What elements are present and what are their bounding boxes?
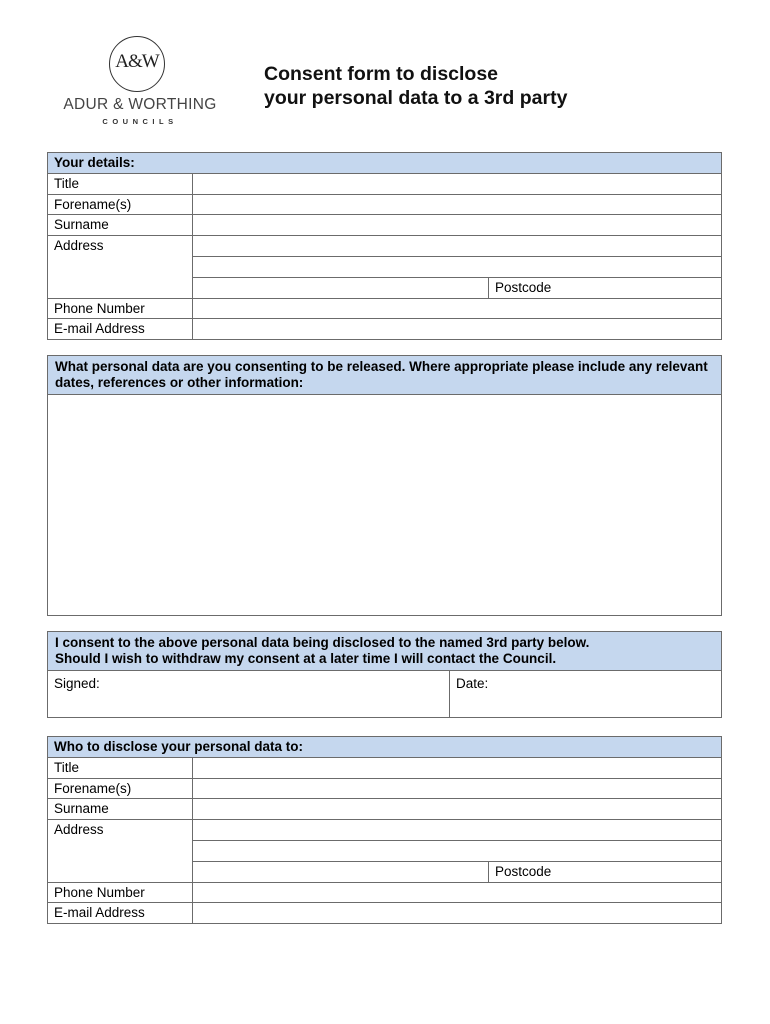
recipient-address-label-spacer <box>48 840 193 861</box>
recipient-title-field[interactable] <box>193 757 722 778</box>
postcode-field[interactable] <box>489 277 722 298</box>
address-line-3-field[interactable] <box>193 277 489 298</box>
personal-data-heading: What personal data are you consenting to be released. Where appropriate please include any relevant dates, references or other information: <box>48 356 722 395</box>
council-logo <box>50 36 230 128</box>
consent-heading <box>48 632 722 671</box>
logo-monogram: A&W <box>115 51 159 72</box>
address-label-spacer <box>48 277 193 298</box>
recipient-email-field[interactable] <box>193 903 722 924</box>
your-details-heading: Your details: <box>48 153 722 174</box>
recipient-forename-label: Forename(s) <box>48 778 193 799</box>
recipient-address-line-3-field[interactable] <box>193 861 489 882</box>
recipient-postcode-label: Postcode <box>495 863 552 879</box>
date-field[interactable] <box>450 671 722 718</box>
consent-heading-line1: I consent to the above personal data being disclosed to the named 3rd party below. <box>55 635 590 650</box>
forename-label: Forename(s) <box>48 194 193 215</box>
recipient-phone-field[interactable] <box>193 882 722 903</box>
recipient-email-label: E-mail Address <box>48 903 193 924</box>
email-field[interactable] <box>193 319 722 340</box>
your-details-table <box>47 152 722 340</box>
recipient-surname-field[interactable] <box>193 799 722 820</box>
signed-label: Signed: <box>54 676 100 691</box>
forename-field[interactable] <box>193 194 722 215</box>
title-field[interactable] <box>193 173 722 194</box>
recipient-table <box>47 736 722 924</box>
recipient-address-line-2-field[interactable] <box>193 840 722 861</box>
consent-heading-line2: Should I wish to withdraw my consent at a later time I will contact the Council. <box>55 651 557 666</box>
recipient-phone-label: Phone Number <box>48 882 193 903</box>
recipient-address-label-spacer <box>48 861 193 882</box>
recipient-address-line-1-field[interactable] <box>193 820 722 841</box>
page-title-line2: your personal data to a 3rd party <box>264 87 568 109</box>
phone-field[interactable] <box>193 298 722 319</box>
recipient-postcode-field[interactable] <box>489 861 722 882</box>
personal-data-table <box>47 355 722 616</box>
phone-label: Phone Number <box>48 298 193 319</box>
logo-name: ADUR & WORTHING <box>63 96 217 113</box>
recipient-title-label: Title <box>48 757 193 778</box>
email-label: E-mail Address <box>48 319 193 340</box>
recipient-address-label: Address <box>48 820 193 841</box>
recipient-heading: Who to disclose your personal data to: <box>48 737 722 758</box>
address-line-1-field[interactable] <box>193 236 722 257</box>
surname-field[interactable] <box>193 215 722 236</box>
logo-subtitle: COUNCILS <box>102 117 178 126</box>
page-title <box>264 62 567 110</box>
postcode-label: Postcode <box>495 279 552 295</box>
date-label: Date: <box>456 676 489 691</box>
address-label: Address <box>48 236 193 257</box>
address-line-2-field[interactable] <box>193 256 722 277</box>
personal-data-field[interactable] <box>48 395 722 616</box>
consent-table <box>47 631 722 718</box>
page-title-line1: Consent form to disclose <box>264 63 499 85</box>
signature-field[interactable] <box>48 671 450 718</box>
surname-label: Surname <box>48 215 193 236</box>
recipient-surname-label: Surname <box>48 799 193 820</box>
recipient-forename-field[interactable] <box>193 778 722 799</box>
title-label: Title <box>48 173 193 194</box>
address-label-spacer <box>48 256 193 277</box>
